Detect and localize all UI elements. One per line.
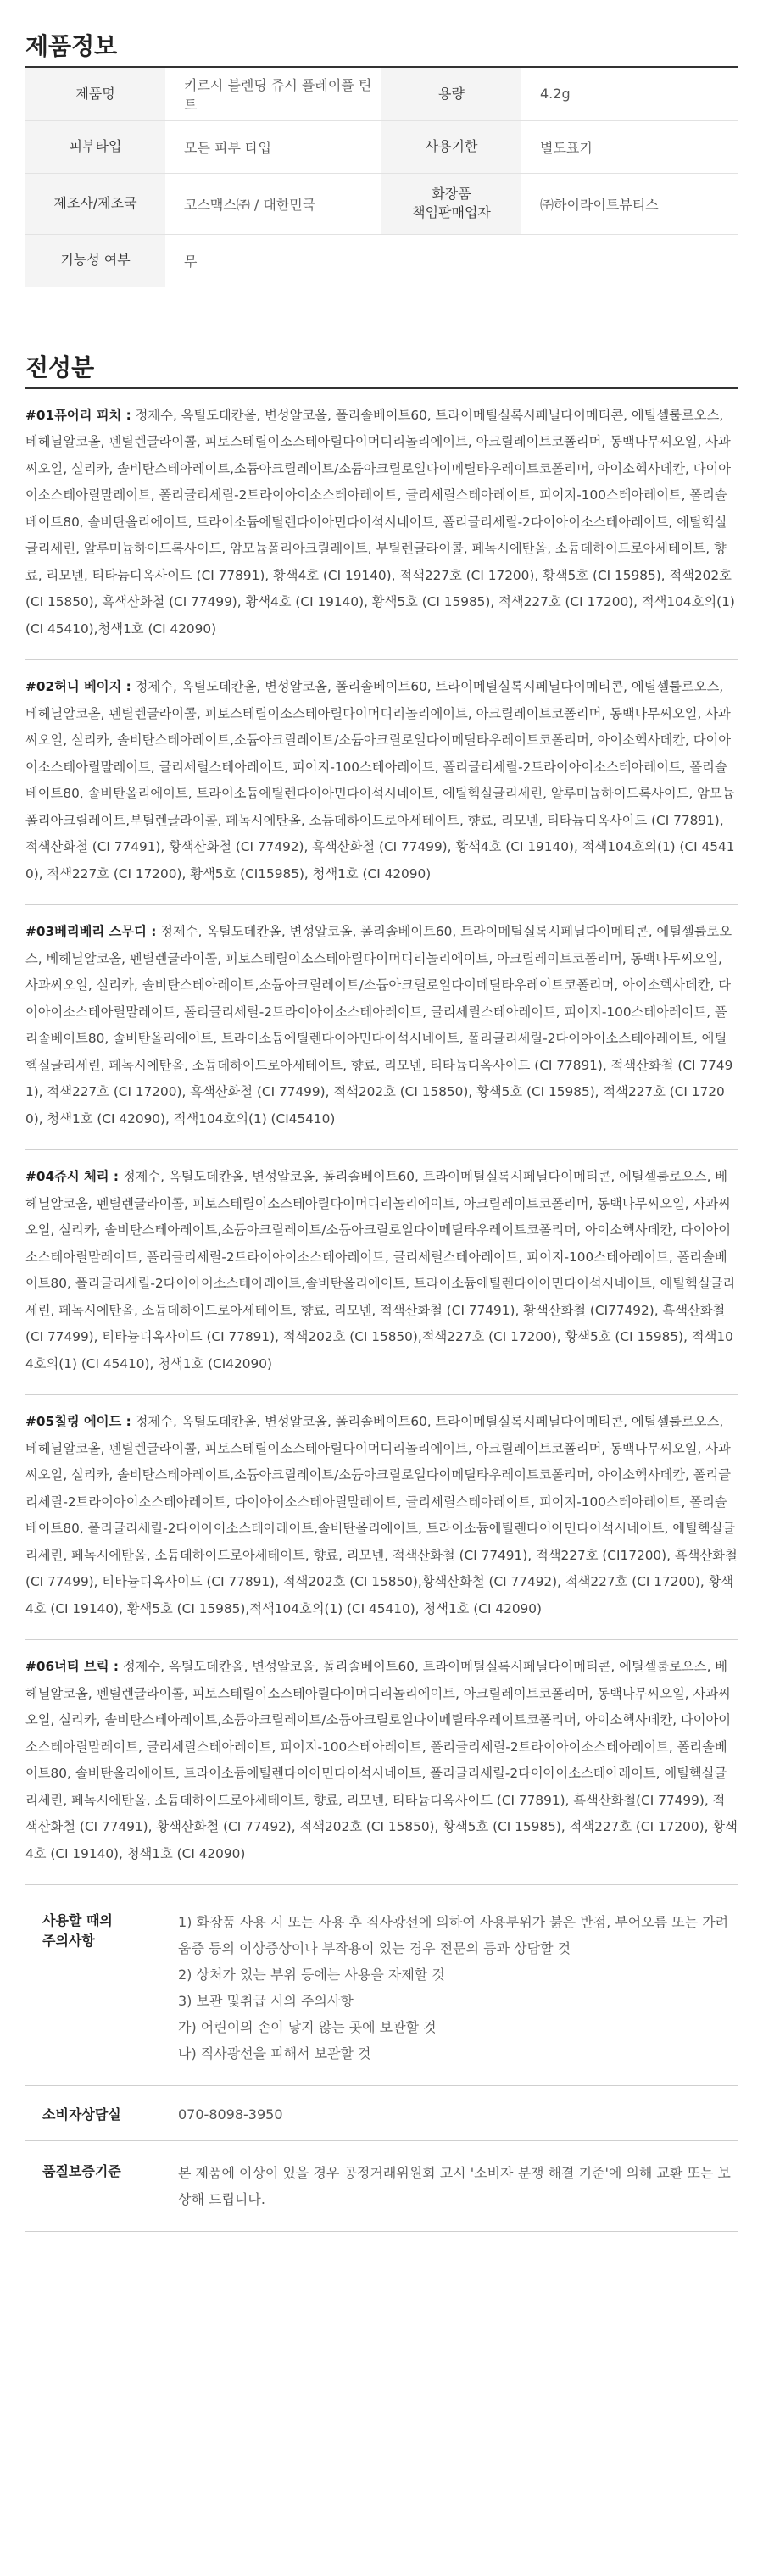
caution-line: 3) 보관 및취급 시의 주의사항 (178, 1993, 354, 2009)
info-label-distributor: 화장품 책임판매업자 (382, 173, 521, 234)
info-label-name: 제품명 (25, 68, 165, 120)
ingredient-text: 정제수, 옥틸도데칸올, 변성알코올, 폴리솔베이트60, 트라이메틸실록시페닐다이메티콘, 에틸셀룰로오스, 베헤닐알코올, 펜틸렌글라이콜, 피토스테릴이소스테아릴다이머디리놀리에이트, 아크릴레이트코폴리머, 동백나무씨오일, 사과씨오일, 실리카, 솔비탄스테아레이트,소듐아크릴레이트/소듐아크릴로일다이메틸타우레이트코폴리머, 아이소헥사데칸, 다이아이소스테아릴말레이트, 글리세릴스테아레이트, 피이지-100스테아레이트, 폴리글리세릴-2트라이아이소스테아레이트, 폴리솔베이트80, 솔비탄올리에이트, 트라이소듐에틸렌다이아민다이석시네이트, 폴리글리세릴-2다이아이소스테아레이트, 에틸헥실글리세린, 페녹시에탄올, 소듐데하이드로아세테이트, 향료, 리모넨, 티타늄디옥사이드 (CI 77891), 흑색산화철(CI 77499), 적색산화철 (CI 77491), 황색산화철 (CI 77492), 적색202호 (CI 15850), 황색5호 (CI 15985), 적색227호 (CI 17200), 황색4호 (CI 19140), 청색1호 (CI 42090) (25, 1659, 738, 1861)
ingredient-shade-name: #02허니 베이지 : (25, 679, 131, 694)
quality-content: 본 제품에 이상이 있을 경우 공정거래위원회 고시 '소비자 분쟁 해결 기준'에 의해 교환 또는 보상해 드립니다. (168, 2141, 738, 2232)
info-label-functional: 기능성 여부 (25, 234, 165, 287)
notice-row-consumer-center (25, 2086, 738, 2141)
ingredient-shade-name: #04쥬시 체리 : (25, 1169, 119, 1184)
caution-content (168, 1890, 738, 2086)
ingredient-text: 정제수, 옥틸도데칸올, 변성알코올, 폴리솔베이트60, 트라이메틸실록시페닐다이메티콘, 에틸셀룰로오스, 베헤닐알코올, 펜틸렌글라이콜, 피토스테릴이소스테아릴다이머디리놀리에이트, 아크릴레이트코폴리머, 동백나무씨오일, 사과씨오일, 실리카, 솔비탄스테아레이트,소듐아크릴레이트/소듐아크릴로일다이메틸타우레이트코폴리머, 아이소헥사데칸, 다이아이소스테아릴말레이트, 폴리글리세릴-2트라이아이소스테아레이트, 글리세릴스테아레이트, 피이지-100스테아레이트, 폴리솔베이트80, 폴리글리세릴-2다이아이소스테아레이트,솔비탄올리에이트, 트라이소듐에틸렌다이아민다이석시네이트, 에틸헥실글리세린, 페녹시에탄올, 소듐데하이드로아세테이트, 향료, 리모넨, 적색산화철 (CI 77491), 황색산화철 (CI77492), 흑색산화철 (CI 77499), 티타늄디옥사이드 (CI 77891), 적색202호 (CI 15850),적색227호 (CI 17200), 황색5호 (CI 15985), 적색104호의(1) (CI 45410), 청색1호 (CI42090) (25, 1169, 736, 1371)
info-row (25, 173, 738, 234)
ingredients-list (25, 389, 738, 1886)
ingredient-text: 정제수, 옥틸도데칸올, 변성알코올, 폴리솔베이트60, 트라이메틸실록시페닐다이메티콘, 에틸셀룰로오스, 베헤닐알코올, 펜틸렌글라이콜, 피토스테릴이소스테아릴다이머디리놀리에이트, 아크릴레이트코폴리머, 동백나무씨오일, 사과씨오일, 실리카, 솔비탄스테아레이트,소듐아크릴레이트/소듐아크릴로일다이메틸타우레이트코폴리머, 아이소헥사데칸, 폴리글리세릴-2트라이아이소스테아레이트, 다이아이소스테아릴말레이트, 글리세릴스테아레이트, 피이지-100스테아레이트, 폴리솔베이트80, 폴리글리세릴-2다이아이소스테아레이트,솔비탄올리에이트, 트라이소듐에틸렌다이아민다이석시네이트, 에틸헥실글리세린, 페녹시에탄올, 소듐데하이드로아세테이트, 향료, 리모넨, 적색산화철 (CI 77491), 적색227호 (CI17200), 흑색산화철 (CI 77499), 티타늄디옥사이드 (CI 77891), 적색202호 (CI 15850),황색산화철 (CI 77492), 적색227호 (CI 17200), 황색4호 (CI 19140), 황색5호 (CI 15985),적색104호의(1) (CI 45410), 청색1호 (CI 42090) (25, 1414, 738, 1616)
caution-line: 가) 어린이의 손이 닿지 않는 곳에 보관할 것 (178, 2019, 437, 2035)
caution-line: 1) 화장품 사용 시 또는 사용 후 직사광선에 의하여 사용부위가 붉은 반점, 부어오름 또는 가려움증 등의 이상증상이나 부작용이 있는 경우 전문의 등과 상담할 것 (178, 1914, 729, 1956)
info-label-expiry: 사용기한 (382, 120, 521, 173)
info-empty-cell (521, 234, 738, 287)
info-value-name: 키르시 블렌딩 쥬시 플레이풀 틴트 (165, 68, 382, 120)
info-value-functional: 무 (165, 234, 382, 287)
caution-line: 나) 직사광선을 피해서 보관할 것 (178, 2045, 371, 2061)
ingredient-block-05 (25, 1395, 738, 1640)
ingredient-block-06 (25, 1640, 738, 1885)
ingredient-block-02 (25, 660, 738, 905)
ingredient-block-04 (25, 1150, 738, 1395)
notice-table (25, 1890, 738, 2232)
caution-line: 2) 상처가 있는 부위 등에는 사용을 자제할 것 (178, 1967, 445, 1983)
ingredient-shade-name: #06너티 브릭 : (25, 1659, 119, 1674)
info-value-expiry: 별도표기 (521, 120, 738, 173)
ingredient-text: 정제수, 옥틸도데칸올, 변성알코올, 폴리솔베이트60, 트라이메틸실록시페닐다이메티콘, 에틸셀룰로오스, 베헤닐알코올, 펜틸렌글라이콜, 피토스테릴이소스테아릴다이머디리놀리에이트, 아크릴레이트코폴리머, 동백나무씨오일, 사과씨오일, 실리카, 솔비탄스테아레이트,소듐아크릴레이트/소듐아크릴로일다이메틸타우레이트코폴리머, 아이소헥사데칸, 다이아이소스테아릴말레이트, 폴리글리세릴-2트라이아이소스테아레이트, 글리세릴스테아레이트, 피이지-100스테아레이트, 폴리솔베이트80, 솔비탄올리에이트, 트라이소듐에틸렌다이아민다이석시네이트, 폴리글리세릴-2다이아이소스테아레이트, 에틸헥실글리세린, 페녹시에탄올, 소듐데하이드로아세테이트, 향료, 리모넨, 티타늄디옥사이드 (CI 77891), 적색산화철 (CI 77491), 적색227호 (CI 17200), 흑색산화철 (CI 77499), 적색202호 (CI 15850), 황색5호 (CI 15985), 적색227호 (CI 17200), 청색1호 (CI 42090), 적색104호의(1) (CI45410) (25, 924, 733, 1127)
info-value-manufacturer: 코스맥스㈜ / 대한민국 (165, 173, 382, 234)
info-value-volume: 4.2g (521, 68, 738, 120)
notice-row-quality (25, 2141, 738, 2232)
product-info-table (25, 68, 738, 287)
ingredient-block-01 (25, 389, 738, 661)
ingredient-shade-name: #03베리베리 스무디 : (25, 924, 157, 939)
info-row (25, 68, 738, 120)
ingredient-shade-name: #01퓨어리 피치 : (25, 407, 131, 423)
ingredient-text: 정제수, 옥틸도데칸올, 변성알코올, 폴리솔베이트60, 트라이메틸실록시페닐다이메티콘, 에틸셀룰로오스, 베헤닐알코올, 펜틸렌글라이콜, 피토스테릴이소스테아릴다이머디리놀리에이트, 아크릴레이트코폴리머, 동백나무씨오일, 사과씨오일, 실리카, 솔비탄스테아레이트,소듐아크릴레이트/소듐아크릴로일다이메틸타우레이트코폴리머, 아이소헥사데칸, 다이아이소스테아릴말레이트, 글리세릴스테아레이트, 피이지-100스테아레이트, 폴리글리세릴-2트라이아이소스테아레이트, 폴리솔베이트80, 솔비탄올리에이트, 트라이소듐에틸렌다이아민다이석시네이트, 에틸헥실글리세린, 알루미늄하이드록사이드, 암모늄폴리아크릴레이트,부틸렌글라이콜, 페녹시에탄올, 소듐데하이드로아세테이트, 향료, 리모넨, 티타늄디옥사이드 (CI 77891), 적색산화철 (CI 77491), 황색산화철 (CI 77492), 흑색산화철 (CI 77499), 황색4호 (CI 19140), 적색104호의(1) (CI 45410), 적색227호 (CI 17200), 황색5호 (CI15985), 청색1호 (CI 42090) (25, 679, 735, 882)
product-info-title: 제품정보 (25, 0, 738, 68)
ingredients-title: 전성분 (25, 321, 738, 389)
info-label-skin-type: 피부타입 (25, 120, 165, 173)
quality-label: 품질보증기준 (25, 2141, 168, 2232)
info-empty-cell (382, 234, 521, 287)
info-value-distributor: ㈜하이라이트뷰티스 (521, 173, 738, 234)
info-value-skin-type: 모든 피부 타입 (165, 120, 382, 173)
consumer-center-phone: 070-8098-3950 (168, 2086, 738, 2141)
ingredient-text: 정제수, 옥틸도데칸올, 변성알코올, 폴리솔베이트60, 트라이메틸실록시페닐다이메티콘, 에틸셀룰로오스, 베헤닐알코올, 펜틸렌글라이콜, 피토스테릴이소스테아릴다이머디리놀리에이트, 아크릴레이트코폴리머, 동백나무씨오일, 사과씨오일, 실리카, 솔비탄스테아레이트,소듐아크릴레이트/소듐아크릴로일다이메틸타우레이트코폴리머, 아이소헥사데칸, 다이아이소스테아릴말레이트, 폴리글리세릴-2트라이아이소스테아레이트, 글리세릴스테아레이트, 피이지-100스테아레이트, 폴리솔베이트80, 솔비탄올리에이트, 트라이소듐에틸렌다이아민다이석시네이트, 폴리글리세릴-2다이아이소스테아레이트, 에틸헥실글리세린, 알루미늄하이드록사이드, 암모늄폴리아크릴레이트, 부틸렌글라이콜, 페녹시에탄올, 소듐데하이드로아세테이트, 향료, 리모넨, 티타늄디옥사이드 (CI 77891), 황색4호 (CI 19140), 적색227호 (CI 17200), 황색5호 (CI 15985), 적색202호 (CI 15850), 흑색산화철 (CI 77499), 황색4호 (CI 19140), 황색5호 (CI 15985), 적색227호 (CI 17200), 적색104호의(1) (CI 45410),청색1호 (CI 42090) (25, 407, 735, 637)
ingredient-block-03 (25, 905, 738, 1150)
info-label-volume: 용량 (382, 68, 521, 120)
caution-label: 사용할 때의 주의사항 (25, 1890, 168, 2086)
info-label-manufacturer: 제조사/제조국 (25, 173, 165, 234)
info-row (25, 120, 738, 173)
ingredient-shade-name: #05칠링 에이드 : (25, 1414, 131, 1429)
consumer-center-label: 소비자상담실 (25, 2086, 168, 2141)
notice-row-caution (25, 1890, 738, 2086)
info-row (25, 234, 738, 287)
